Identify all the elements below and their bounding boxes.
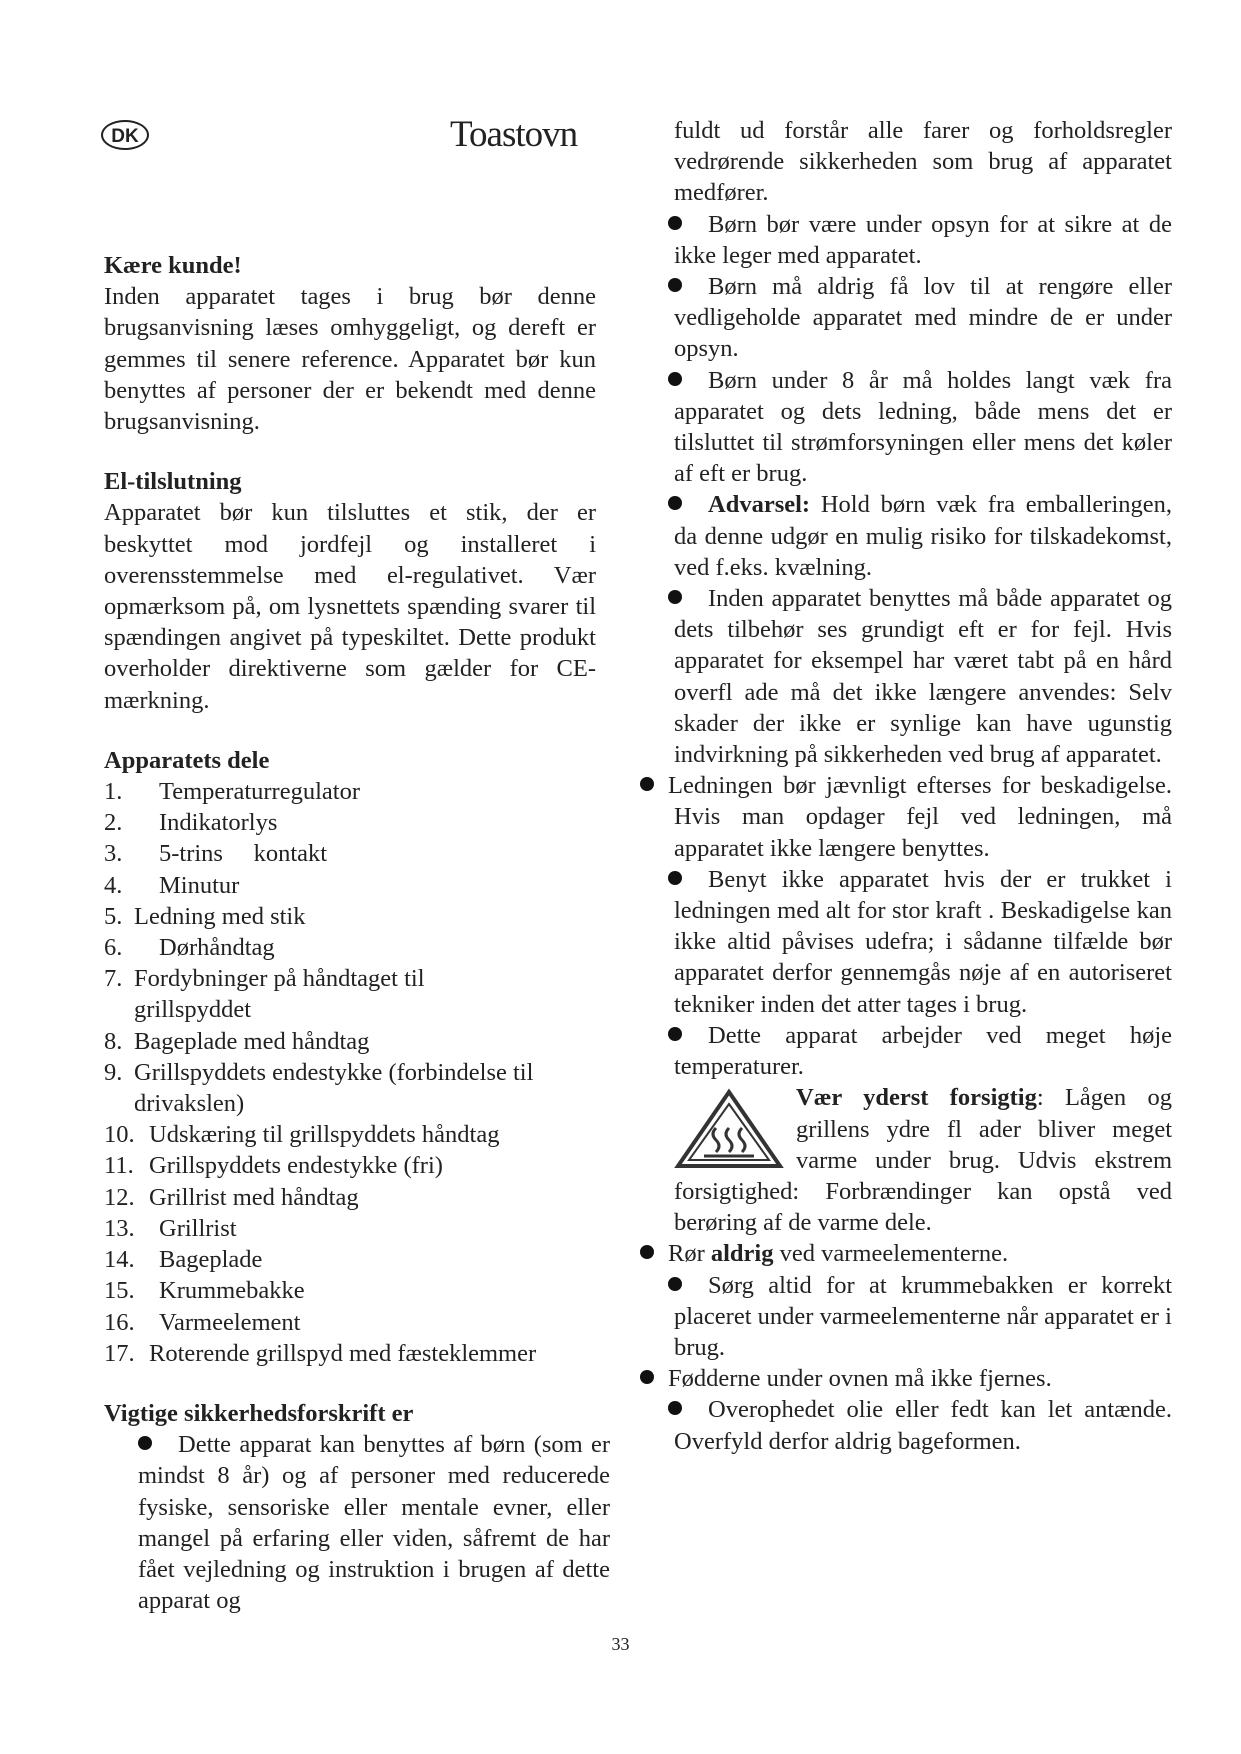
list-item: 5. Ledning med stik — [104, 902, 306, 930]
right-column — [668, 115, 1172, 1457]
list-item: 3. 5-trins kontakt — [104, 840, 328, 868]
bullet-icon — [668, 1401, 682, 1415]
el-paragraph: Apparatet bør kun tilsluttes et stik, der er beskyttet mod jordfejl og installeret i overensstemmelse med el-regulativet. Vær opmærksom på, om lysnettets spænding svarer til spændingen angivet på typeskiltet. Dette produkt overholder direktiverne som gælder for CE-mærkning. — [104, 499, 596, 714]
hot-surface-warning: Vær yderst forsigtig: Lågen og grillens ydre fl ader bliver meget varme under brug. Udvis ekstrem forsigtighed: Forbrændinger kan opstå ved berøring af de varme dele. — [674, 1084, 1172, 1237]
safety-bullet: Benyt ikke apparatet hvis der er trukket i ledningen med alt for stor kraft . Beskadigelse kan ikke altid påvises udefra; i sådanne tilfælde bør apparatet derfor gennemgås nøje af en autoriseret tekniker inden det atter tages i brug. — [674, 864, 1172, 1020]
list-item: 15. Krummebakke — [104, 1277, 305, 1305]
safety-heading: Vigtige sikkerhedsforskrift er — [104, 1399, 414, 1427]
parts-heading: Apparatets dele — [104, 746, 270, 774]
hot-surface-icon — [674, 1088, 784, 1170]
bullet-icon — [668, 372, 682, 386]
bullet-icon — [138, 1436, 152, 1450]
safety-bullet: Sørg altid for at krummebakken er korrekt placeret under varmeelementerne når apparatet er i brug. — [674, 1270, 1172, 1364]
list-item: 7. Fordybninger på håndtaget til grillspyddet — [104, 965, 425, 1024]
bullet-icon — [668, 1277, 682, 1291]
safety-bullet: Børn må aldrig få lov til at rengøre eller vedligeholde apparatet med mindre de er under opsyn. — [674, 271, 1172, 365]
list-item: 12. Grillrist med håndtag — [104, 1183, 359, 1211]
safety-bullet: Fødderne under ovnen må ikke fjernes. — [674, 1363, 1172, 1394]
list-item: 9. Grillspyddets endestykke (forbindelse til drivakslen) — [104, 1058, 534, 1118]
page-title: Toastovn — [450, 114, 578, 155]
el-heading: El-tilslutning — [104, 468, 242, 496]
safety-bullet: Børn under 8 år må holdes langt væk fra apparatet og dets ledning, både mens det er tilsluttet til strømforsyningen eller mens det køler af eft er brug. — [674, 365, 1172, 490]
list-item: 16. Varmeelement — [104, 1308, 301, 1336]
safety-bullet: Inden apparatet benyttes må både apparatet og dets tilbehør ses grundigt eft er for fejl. Hvis apparatet for eksempel har været tabt på en hård overfl ade må det ikke længere anvendes: Selv skader der ikke er synlige kan have ugunstig indvirkning på sikkerheden ved brug af apparatet. — [674, 583, 1172, 770]
safety-bullet: Advarsel: Hold børn væk fra emballeringen, da denne udgør en mulig risiko for tilskadekomst, ved f.eks. kvælning. — [674, 489, 1172, 583]
safety-bullet: Rør aldrig ved varmeelementerne. — [674, 1238, 1172, 1269]
language-badge: DK — [101, 120, 149, 150]
list-item: 1. Temperaturregulator — [104, 778, 360, 806]
list-item: 6. Dørhåndtag — [104, 934, 275, 962]
safety-bullet: Overophedet olie eller fedt kan let antænde. Overfyld derfor aldrig bageformen. — [674, 1394, 1172, 1456]
bullet-icon — [668, 496, 682, 510]
bullet-icon — [640, 777, 654, 791]
page-number: 33 — [611, 1634, 630, 1654]
list-item: 17. Roterende grillspyd med fæsteklemmer — [104, 1339, 537, 1367]
greeting-heading: Kære kunde! — [104, 252, 242, 279]
bullet-icon — [640, 1370, 654, 1384]
safety-bullet: Ledningen bør jævnligt efterses for beskadigelse. Hvis man opdager fejl ved ledningen, må apparatet ikke længere benyttes. — [674, 770, 1172, 864]
left-column — [104, 250, 610, 1616]
list-item: 13. Grillrist — [104, 1214, 237, 1242]
bullet-icon — [668, 216, 682, 230]
bullet-icon — [668, 1027, 682, 1041]
list-item: 4. Minutur — [104, 871, 240, 899]
bullet-icon — [668, 590, 682, 604]
list-item: 11. Grillspyddets endestykke (fri) — [104, 1152, 443, 1180]
continued-paragraph: fuldt ud forstår alle farer og forholdsregler vedrørende sikkerheden som brug af apparatet medfører. — [674, 117, 1172, 207]
list-item: 2. Indikatorlys — [104, 809, 278, 837]
list-item: 14. Bageplade — [104, 1246, 263, 1274]
bullet-icon — [640, 1245, 654, 1259]
parts-list — [104, 776, 596, 1369]
list-item: 10. Udskæring til grillspyddets håndtag — [104, 1121, 500, 1149]
safety-bullet: Børn bør være under opsyn for at sikre at de ikke leger med apparatet. — [674, 209, 1172, 271]
safety-bullet: Dette apparat kan benyttes af børn (som er mindst 8 år) og af personer med reducerede fysiske, sensoriske eller mentale evner, eller mangel på erfaring eller viden, såfremt de har fået vejledning og instruktion i brugen af dette apparat og — [138, 1431, 610, 1615]
bullet-icon — [668, 278, 682, 292]
bullet-icon — [668, 871, 682, 885]
safety-bullet: Dette apparat arbejder ved meget høje temperaturer. — [674, 1020, 1172, 1082]
intro-paragraph: Inden apparatet tages i brug bør denne brugsanvisning læses omhyggeligt, og dereft er gemmes til senere reference. Apparatet bør kun benyttes af personer der er bekendt med denne brugsanvisning. — [104, 283, 596, 436]
list-item: 8. Bageplade med håndtag — [104, 1027, 370, 1055]
